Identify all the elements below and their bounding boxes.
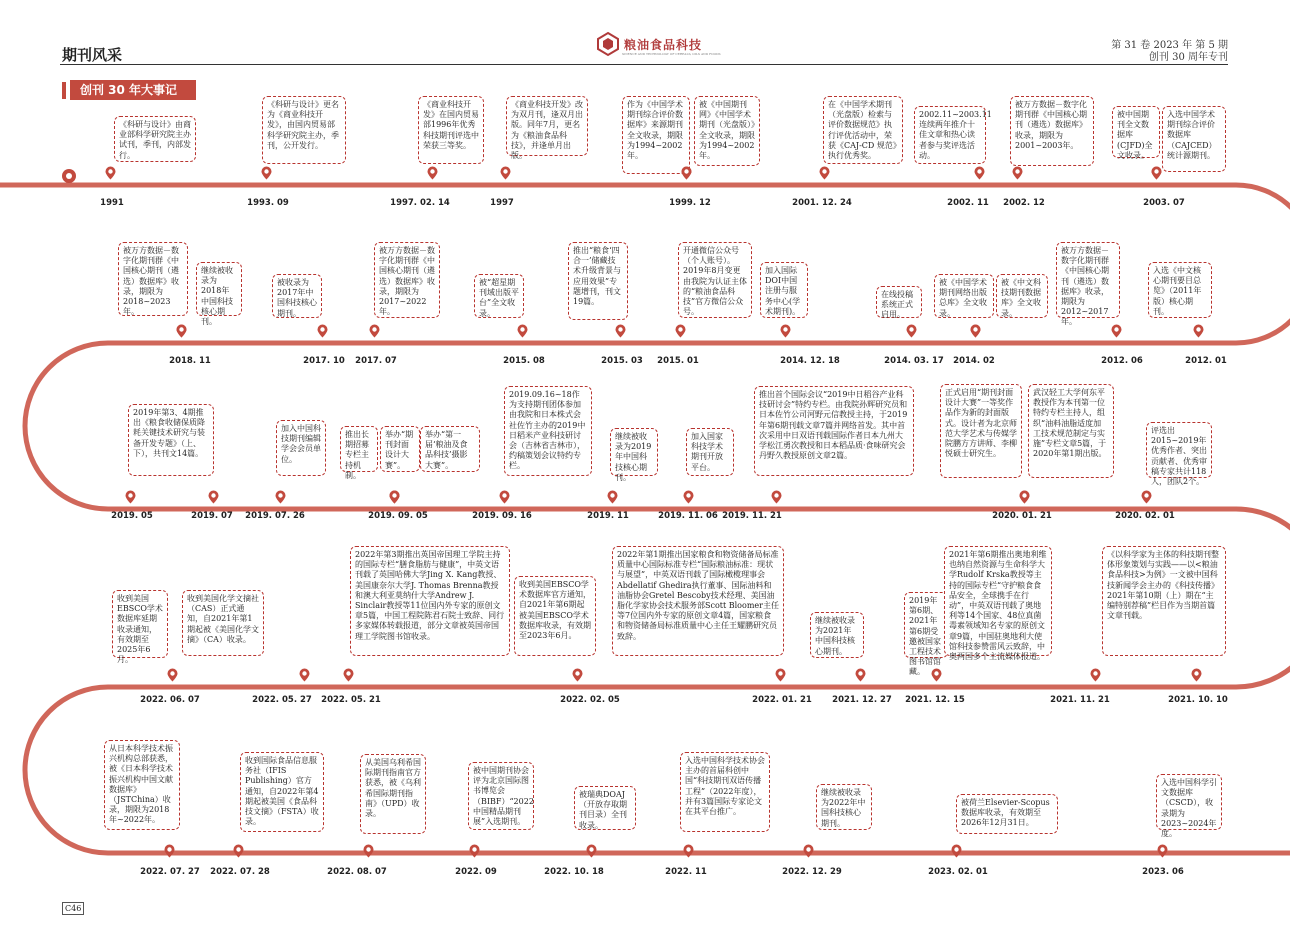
event-pin-icon: [951, 843, 962, 857]
event-pin-icon: [469, 843, 480, 857]
event-note: 2019年第3、4期推出《粮食收储保质降耗关键技术研究与装备开发专题》（上、下），共刊文14篇。: [128, 404, 214, 476]
event-pin-icon: [369, 323, 380, 337]
event-note: 被“超星期刊域出版平台”全文收录。: [474, 274, 524, 318]
event-date: 2014. 12. 18: [780, 356, 840, 366]
event-date: 2022. 09: [455, 867, 497, 877]
event-pin-icon: [167, 667, 178, 681]
event-pin-icon: [607, 489, 618, 503]
event-pin-icon: [1191, 667, 1202, 681]
event-date: 1997. 02. 14: [390, 198, 450, 208]
event-date: 2002. 11: [947, 198, 989, 208]
event-date: 2015. 03: [601, 356, 643, 366]
event-note: 加入中国科技期刊编辑学会会员单位。: [276, 420, 326, 476]
event-date: 2012. 06: [1101, 356, 1143, 366]
event-pin-icon: [683, 843, 694, 857]
event-note: 2002.11~2003.11连续两年推介十佳文章和热心读者参与奖评选活动。: [914, 106, 986, 164]
event-pin-icon: [1141, 489, 1152, 503]
event-pin-icon: [1019, 489, 1030, 503]
event-note: 2022年第1期推出国家粮食和物资储备局标准质量中心国际标准专栏“国际粮油标准：现状与展望”，中英双语刊载了国际橄榄理事会Abdellatif Ghedira执行董事、国际油料和油脂协会Gretel Bescoby技术经理、美国油脂化学家协会技术服务部Scott Bloomer主任等7位国内外专家的原创文章4篇，国家粮食和物资储备局标准质量中心主任王耀鹏研究员致辞。: [612, 546, 784, 656]
page-number: C46: [62, 902, 84, 915]
event-note: 从日本科学技术振兴机构总部获悉，被《日本科学技术振兴机构中国文献数据库》（JSTChina）收录，期限为2018年~2022年。: [104, 740, 180, 830]
event-note: 被收录为2017年中国科技核心期刊。: [272, 274, 322, 318]
event-pin-icon: [1111, 323, 1122, 337]
event-pin-icon: [855, 667, 866, 681]
event-note: 收到美国EBSCO学术数据库官方通知，自2021年第6期起被美国EBSCO学术数据库收录，有效期至2023年6月。: [514, 576, 596, 656]
event-note: 被荷兰Elsevier-Scopus数据库收录，有效期至2026年12月31日。: [956, 794, 1058, 834]
event-pin-icon: [775, 667, 786, 681]
event-pin-icon: [517, 323, 528, 337]
event-pin-icon: [343, 667, 354, 681]
event-date: 2018. 11: [169, 356, 211, 366]
event-pin-icon: [803, 843, 814, 857]
event-note: 被万方数据－数字化期刊群《中国核心期刊（遴选）数据库》收录，期限为2012~2017年。: [1056, 242, 1120, 318]
event-date: 2002. 12: [1003, 198, 1045, 208]
event-note: 在《中国学术期刊（光盘版）检索与评价数据规范》执行评优活动中，荣获《CAJ-CD 规范》执行优秀奖。: [823, 96, 903, 164]
event-pin-icon: [125, 489, 136, 503]
event-date: 1993. 09: [247, 198, 289, 208]
event-note: 被中国期刊协会评为北京国际图书博览会（BIBF）“2022中国精品期刊展”入选期刊。: [468, 762, 534, 830]
event-pin-icon: [164, 843, 175, 857]
event-date: 2014. 03. 17: [884, 356, 944, 366]
event-note: 推出长期招募专栏主持机制。: [340, 426, 378, 472]
event-note: 推出首个国际会议“2019中日稻谷产业科技研讨会”特约专栏。由我院孙辉研究员和日本佐竹公司河野元信教授主持，于2019年第6期刊载文章7篇并网络首发。其中首次采用中日双语刊载国际作者日本九州大学松江勇次教授和日本稻品质·食味研究会丹野久教授原创文章2篇。: [754, 386, 914, 476]
event-date: 2022. 12. 29: [782, 867, 842, 877]
event-date: 2020. 02. 01: [1115, 511, 1175, 521]
event-note: 继续被收录为2021年中国科技核心期刊。: [810, 612, 864, 658]
event-note: 继续被收录为2018年中国科技核心期刊。: [196, 262, 242, 316]
event-pin-icon: [500, 165, 511, 179]
event-date: 2019. 11. 06: [658, 511, 718, 521]
event-note: 2021年第6期推出奥地利维也纳自然资源与生命科学大学Rudolf Krska教授等主持的国际专栏“守护粮食食品安全，全球携手在行动”，中英双语刊载了奥地利等14个国家、48位真菌毒素领域知名专家的原创文章9篇，中国驻奥地利大使馆科技参赞雷风云致辞，中奥两国多个主流媒体报道。: [944, 546, 1052, 656]
event-date: 2019. 09. 05: [368, 511, 428, 521]
event-pin-icon: [363, 843, 374, 857]
event-note: 收到美国EBSCO学术数据库延期收录通知，有效期至2025年6月。: [112, 590, 168, 658]
event-pin-icon: [931, 667, 942, 681]
event-pin-icon: [970, 323, 981, 337]
event-date: 2022. 06. 07: [140, 695, 200, 705]
event-pin-icon: [389, 489, 400, 503]
event-note: 2019.09.16~18作为支持期刊团体参加由我院和日本株式会社佐竹主办的2019中日稻米产业科技研讨会（吉林省吉林市），约稿策划会议特约专栏。: [504, 386, 592, 476]
journal-logo: [596, 32, 721, 62]
event-pin-icon: [208, 489, 219, 503]
event-pin-icon: [906, 323, 917, 337]
event-date: 2022. 05. 27: [252, 695, 312, 705]
event-note: 加入国家科技学术期刊开放平台。: [686, 428, 734, 476]
event-date: 2022. 10. 18: [544, 867, 604, 877]
event-pin-icon: [780, 323, 791, 337]
event-note: 入选中国科学技术协会主办的首届科创中国“科技期刊双语传播工程”（2022年度），并有3篇国际专家论文在其平台推广。: [680, 752, 770, 832]
event-date: 2019. 05: [111, 511, 153, 521]
event-pin-icon: [681, 165, 692, 179]
event-pin-icon: [771, 489, 782, 503]
event-date: 2015. 08: [503, 356, 545, 366]
event-note: 2022年第3期推出英国帝国理工学院主持的国际专栏“膳食脂肪与健康”，中英文语刊载了英国哈佛大学Jing X. Kang教授、美国康奈尔大学J. Thomas Brenna教授和澳大利亚莫纳什大学Andrew J. Sinclair教授等11位国内外专家的原创文章5篇，中国工程院陈君石院士致辞、同行多家媒体转载报道，部分文章被英国帝国理工学院图书馆收录。: [350, 546, 510, 656]
event-date: 2022. 07. 28: [210, 867, 270, 877]
logo-mark-icon: [596, 32, 620, 56]
logo-subtitle: SCIENCE AND TECHNOLOGY OF CEREALS, OILS AND FOODS: [622, 52, 721, 56]
event-date: 2023. 02. 01: [928, 867, 988, 877]
event-pin-icon: [675, 323, 686, 337]
event-note: 入选中国科学引文数据库（CSCD），收录期为2023~2024年度。: [1156, 774, 1222, 830]
event-pin-icon: [1012, 165, 1023, 179]
event-note: 正式启用“期刊封面设计大赛”一等奖作品作为新的封面版式。设计者为北京师范大学艺术与传媒学院鹏方方讲师、李柳悦硕士研究生。: [940, 384, 1022, 478]
event-date: 2019. 09. 16: [472, 511, 532, 521]
event-pin-icon: [572, 667, 583, 681]
section-banner: 创刊 30 年大事记: [70, 80, 196, 100]
event-pin-icon: [683, 489, 694, 503]
event-date: 2020. 01. 21: [992, 511, 1052, 521]
event-date: 2022. 05. 21: [321, 695, 381, 705]
event-pin-icon: [1157, 843, 1168, 857]
event-date: 1999. 12: [669, 198, 711, 208]
event-note: 《商业科技开发》改为双月刊，逢双月出版。同年7月，更名为《粮油食品科技》，并逢单月出版。: [506, 96, 588, 156]
event-note: 在线投稿系统正式启用。: [876, 286, 922, 318]
event-date: 2022. 01. 21: [752, 695, 812, 705]
event-date: 2021. 10. 10: [1168, 695, 1228, 705]
event-date: 2019. 07. 26: [245, 511, 305, 521]
event-note: 开通微信公众号（个人账号）。2019年8月变更由我院为认证主体的“粮油食品科技”官方微信公众号。: [678, 242, 752, 318]
event-date: 2012. 01: [1185, 356, 1227, 366]
event-pin-icon: [974, 165, 985, 179]
event-note: 入选中国学术期刊综合评价数据库（CAJCED）统计源期刊。: [1162, 106, 1226, 172]
issue-info: [1111, 40, 1228, 64]
event-note: 被《中国期刊网》《中国学术期刊（光盘版）》全文收录，期限为1994~2002年。: [694, 96, 760, 166]
event-note: 举办“期刊封面设计大赛”。: [380, 426, 420, 472]
event-date: 2014. 02: [953, 356, 995, 366]
event-date: 2017. 07: [355, 356, 397, 366]
header-rule: [60, 64, 1228, 65]
event-date: 1997: [490, 198, 514, 208]
event-note: 2019年第6期、2021年第6期受邀被国家工程技术图书馆馆藏。: [904, 592, 948, 658]
event-note: 被万方数据－数字化期刊群《中国核心期刊（遴选）数据库》收录，期限为2018~2023年。: [118, 242, 188, 316]
event-date: 2003. 07: [1143, 198, 1185, 208]
event-note: 从美国乌利希国际期刊指南官方获悉，被《乌利希国际期刊指南》（UPD）收录。: [360, 754, 426, 834]
event-date: 2022. 11: [665, 867, 707, 877]
special-issue: 创刊 30 周年专刊: [1148, 52, 1228, 63]
section-title: 期刊风采: [62, 46, 123, 64]
event-note: 继续被收录为2022年中国科技核心期刊。: [816, 784, 872, 830]
issue-number: 第 31 卷 2023 年 第 5 期: [1111, 40, 1228, 51]
event-pin-icon: [427, 165, 438, 179]
event-pin-icon: [1151, 165, 1162, 179]
event-pin-icon: [105, 165, 116, 179]
event-date: 2022. 08. 07: [327, 867, 387, 877]
event-note: 继续被收录为2019年中国科技核心期刊。: [610, 428, 658, 476]
event-note: 《科研与设计》更名为《商业科技开发》，由国内贸易部科学研究院主办，季刊，公开发行。: [262, 96, 346, 164]
event-date: 2001. 12. 24: [792, 198, 852, 208]
event-date: 1991: [100, 198, 124, 208]
event-note: 加入国际DOI中国注册与服务中心(学术期刊)。: [760, 262, 808, 318]
event-pin-icon: [233, 843, 244, 857]
event-note: 武汉轻工大学何东平教授作为本刊第一位特约专栏主持人，组织“油料油脂适度加工技术规范制定与实施”专栏文章5篇，于2020年第1期出版。: [1028, 384, 1114, 478]
event-note: 入选《中文核心期刊要目总览》（2011年版）核心期刊。: [1148, 262, 1212, 318]
event-date: 2019. 07: [191, 511, 233, 521]
event-pin-icon: [586, 843, 597, 857]
event-note: 《以科学家为主体的科技期刊整体形象策划与实践——以<粮油食品科技>为例》一文被中国科技新闻学会主办的《科技传播》2021年第10期（上）期在“主编特别荐稿”栏目作为当期首篇文章刊载。: [1102, 546, 1226, 656]
event-date: 2019. 11: [587, 511, 629, 521]
event-pin-icon: [317, 323, 328, 337]
event-note: 被万方数据－数字化期刊群《中国核心期刊（遴选）数据库》收录，期限为2017~2022年。: [374, 242, 440, 318]
event-pin-icon: [176, 323, 187, 337]
event-date: 2023. 06: [1142, 867, 1184, 877]
event-note: 推出“粮食‘四合一’储藏技术升级背景与应用效果”专题增刊，刊文19篇。: [568, 242, 628, 320]
event-note: 被瑞典DOAJ（开放存取期刊目录）全刊收录。: [574, 786, 636, 830]
event-note: 被《中国学术期刊网络出版总库》全文收录。: [934, 274, 994, 318]
event-note: 收到美国化学文摘社（CAS）正式通知，自2021年第1期起被《美国化学文摘》（CA）收录。: [182, 590, 264, 656]
event-pin-icon: [1193, 323, 1204, 337]
event-date: 2021. 12. 27: [832, 695, 892, 705]
event-note: 收到国际食品信息服务社（IFIS Publishing）官方通知，自2022年第4期起被美国《食品科技文摘》（FSTA）收录。: [240, 752, 324, 832]
event-note: 被万方数据－数字化期刊群《中国核心期刊（遴选）数据库》收录，期限为2001~2003年。: [1010, 96, 1094, 166]
event-date: 2015. 01: [657, 356, 699, 366]
event-date: 2022. 07. 27: [140, 867, 200, 877]
event-date: 2021. 11. 21: [1050, 695, 1110, 705]
event-note: 被《中文科技期刊数据库》全文收录。: [996, 274, 1048, 318]
event-note: 评选出2015~2019年优秀作者、突出贡献者、优秀审稿专家共计118人，团队2个。: [1146, 422, 1212, 478]
event-note: 举办“第一届‘粮油及食品科技’摄影大赛”。: [420, 426, 480, 472]
logo-name: 粮油食品科技: [624, 38, 703, 52]
event-pin-icon: [275, 489, 286, 503]
event-pin-icon: [261, 165, 272, 179]
banner-mark: [62, 82, 66, 99]
event-date: 2019. 11. 21: [722, 511, 782, 521]
event-date: 2022. 02. 05: [560, 695, 620, 705]
event-pin-icon: [499, 489, 510, 503]
event-pin-icon: [819, 165, 830, 179]
event-note: 《科研与设计》由商业部科学研究院主办试刊，季刊，内部发行。: [114, 116, 196, 162]
event-note: 被中国期刊全文数据库(CJFD)全文收录。: [1112, 106, 1160, 158]
event-pin-icon: [615, 323, 626, 337]
event-date: 2017. 10: [303, 356, 345, 366]
event-pin-icon: [1090, 667, 1101, 681]
event-note: 《商业科技开发》在国内贸易部1996年优秀科技期刊评选中荣获三等奖。: [418, 96, 484, 164]
event-note: 作为《中国学术期刊综合评价数据库》来源期刊全文收录，期限为1994~2002年。: [622, 96, 690, 174]
event-date: 2021. 12. 15: [905, 695, 965, 705]
event-pin-icon: [299, 667, 310, 681]
